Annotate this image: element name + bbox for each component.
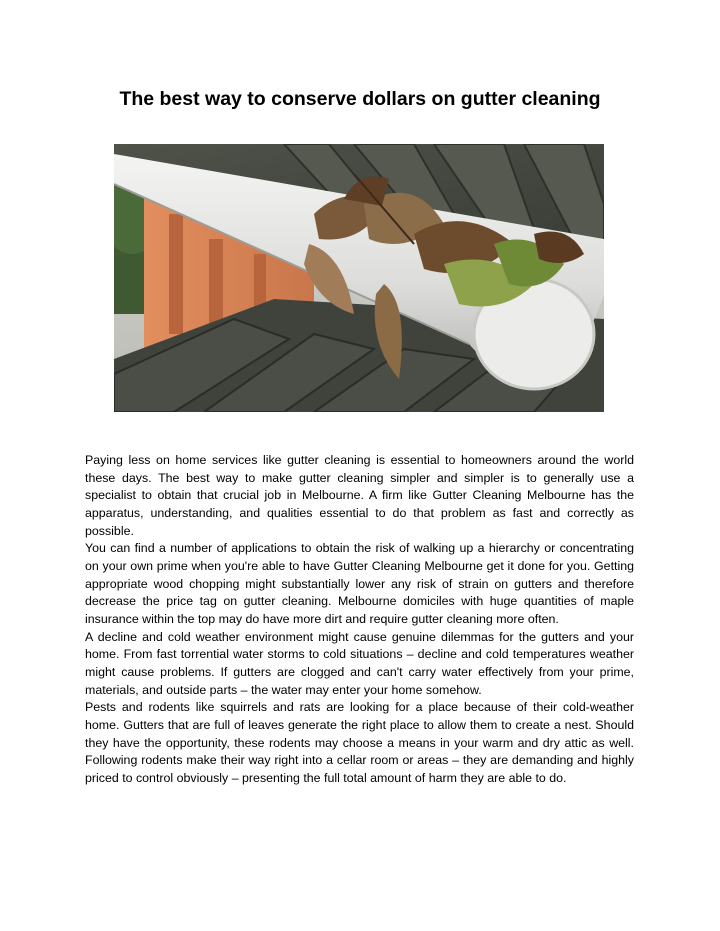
paragraph: Pests and rodents like squirrels and rats are looking for a place because of their cold-weather home. Gutters that are full of leaves generate the right place to allow them to create a nest. Should they have the opportunity, these rodents may choose a means in your warm and dry attic as well. Following rodents make their way right into a cellar room or areas – they are demanding and highly priced to control obviously – presenting the full total amount of harm they are able to do. [85,700,634,785]
paragraph: Paying less on home services like gutter cleaning is essential to homeowners around the world these days. The best way to make gutter cleaning simpler and simpler is to generally use a specialist to obtain that crucial job in Melbourne. A firm like Gutter Cleaning Melbourne has the apparatus, understanding, and qualities essential to do that problem as fast and correctly as possible. [85,453,634,538]
paragraph: You can find a number of applications to obtain the risk of walking up a hierarchy or concentrating on your own prime when you're able to have Gutter Cleaning Melbourne get it done for you. Getting appropriate wood chopping might substantially lower any risk of strain on gutters and therefore decrease the price tag on gutter cleaning. Melbourne domiciles with huge quantities of maple insurance within the top may do have more dirt and require gutter cleaning more often. [85,541,634,626]
gutter-with-leaves-photo [114,144,604,412]
page-title: The best way to conserve dollars on gutter cleaning [119,88,601,110]
gutter-photo [114,144,604,412]
paragraph: A decline and cold weather environment might cause genuine dilemmas for the gutters and your home. From fast torrential water storms to cold situations – decline and cold temperatures weather might cause problems. If gutters are clogged and can't carry water effectively from your prime, materials, and outside parts – the water may enter your home somehow. [85,629,634,697]
article-body [85,452,634,787]
